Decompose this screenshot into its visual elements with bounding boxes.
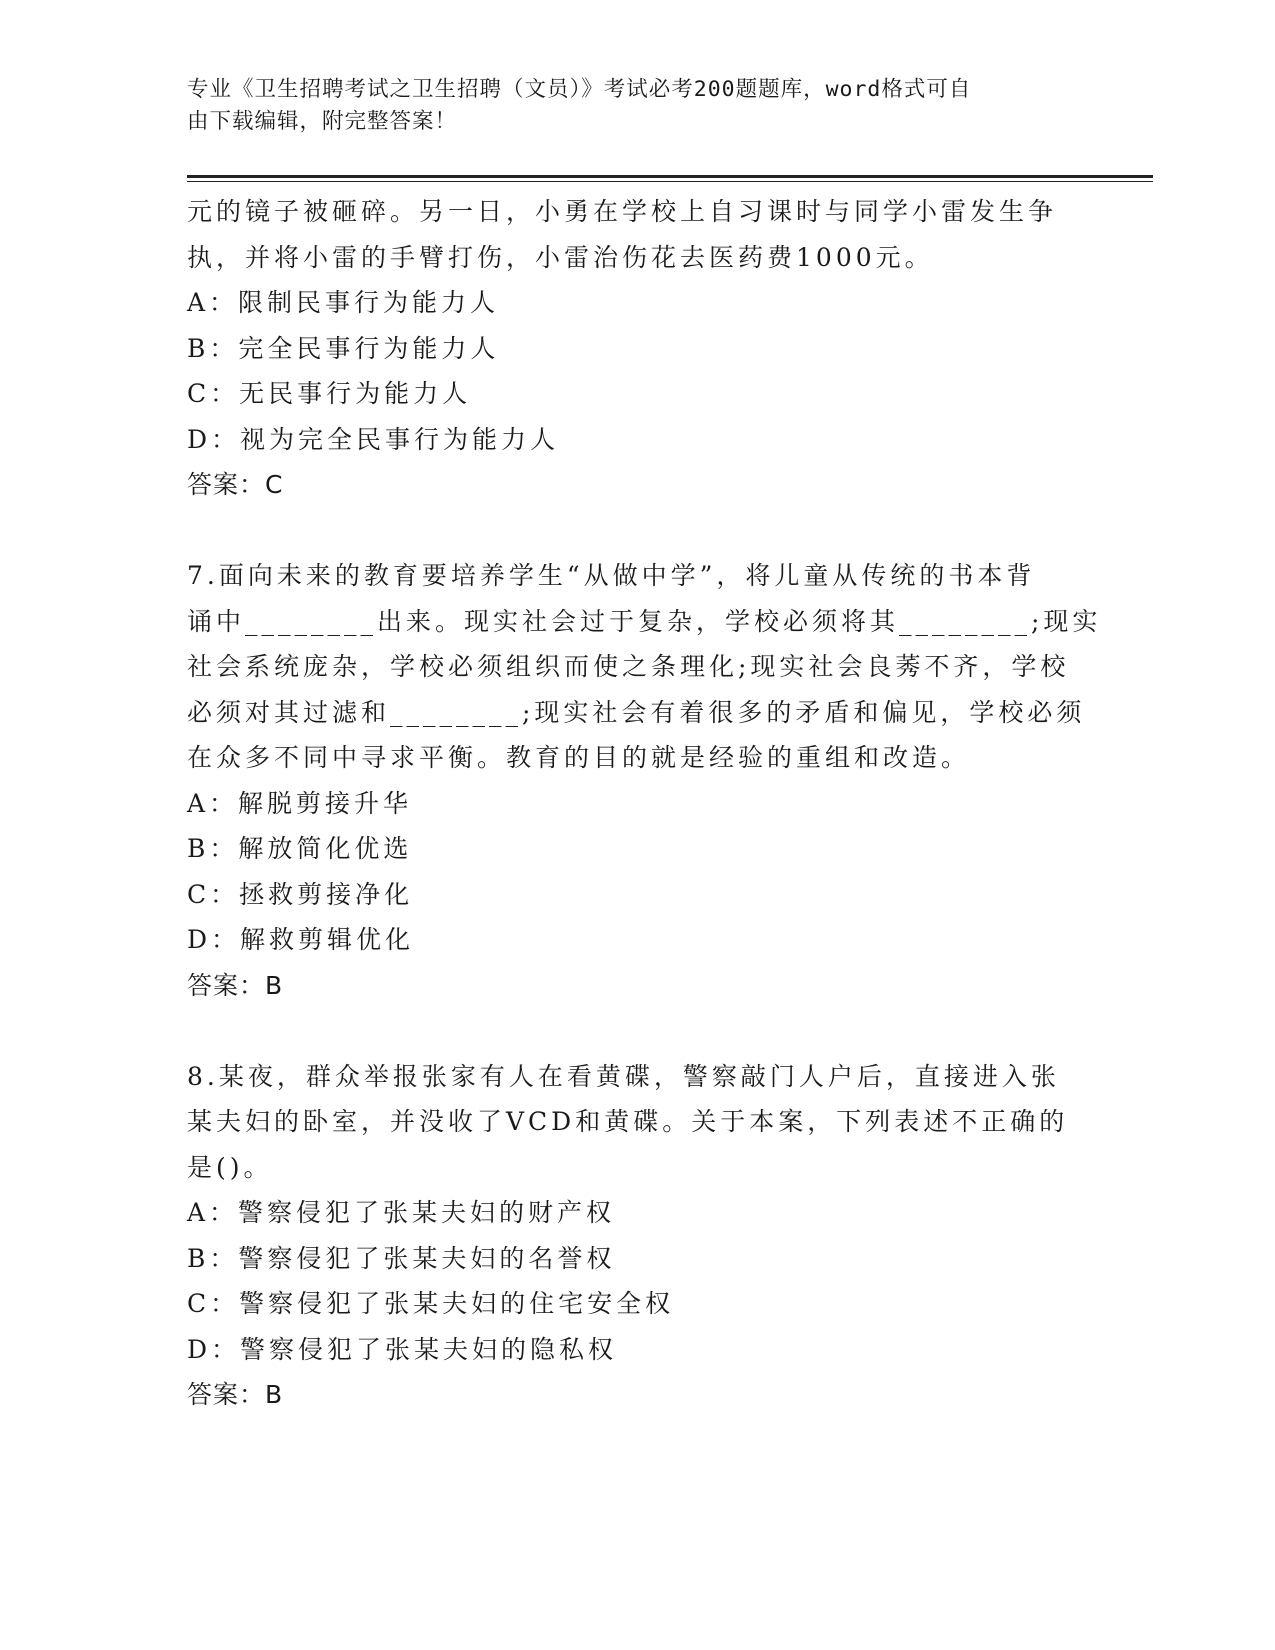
question-6 <box>187 189 1087 508</box>
option-d: D：视为完全民事行为能力人 <box>187 424 560 454</box>
question-stem-line: 7.面向未来的教育要培养学生“从做中学”，将儿童从传统的书本背 <box>187 561 1036 590</box>
question-8 <box>187 1054 1087 1418</box>
option-d: D：警察侵犯了张某夫妇的隐私权 <box>187 1334 618 1364</box>
question-stem-line: 社会系统庞杂，学校必须组织而使之条理化;现实社会良莠不齐，学校 <box>187 652 1070 681</box>
header-line-2: 由下载编辑，附完整答案！ <box>187 109 458 134</box>
question-stem-line: 必须对其过滤和________;现实社会有着很多的矛盾和偏见，学校必须 <box>187 697 1086 727</box>
option-d: D：解救剪辑优化 <box>187 925 415 954</box>
question-stem-line: 诵中________出来。现实社会过于复杂，学校必须将其________;现实 <box>187 606 1102 636</box>
answer-line: 答案：C <box>187 470 284 499</box>
document-body <box>187 189 1102 1418</box>
question-stem-line: 某夫妇的卧室，并没收了VCD和黄碟。关于本案，下列表述不正确的 <box>187 1107 1069 1136</box>
option-a: A：限制民事行为能力人 <box>187 288 500 317</box>
spacer <box>187 1008 1087 1054</box>
option-a: A：解脱剪接升华 <box>187 788 413 818</box>
question-stem-line: 在众多不同中寻求平衡。教育的目的就是经验的重组和改造。 <box>187 743 971 772</box>
document-header <box>187 74 1067 138</box>
question-stem-line: 元的镜子被砸碎。另一日，小勇在学校上自习课时与同学小雷发生争 <box>187 197 1058 226</box>
question-7 <box>187 553 1102 1008</box>
answer-line: 答案：B <box>187 1380 284 1409</box>
header-rule-thick <box>187 175 1153 178</box>
header-rule-thin <box>187 181 1153 182</box>
option-b: B：完全民事行为能力人 <box>187 333 500 363</box>
question-stem-line: 8.某夜，群众举报张家有人在看黄碟，警察敲门人户后，直接进入张 <box>187 1061 1060 1091</box>
spacer <box>187 508 1087 554</box>
option-b: B：警察侵犯了张某夫妇的名誉权 <box>187 1243 616 1273</box>
option-c: C：拯救剪接净化 <box>187 879 414 909</box>
option-b: B：解放简化优选 <box>187 834 413 863</box>
option-c: C：警察侵犯了张某夫妇的住宅安全权 <box>187 1289 675 1318</box>
option-a: A：警察侵犯了张某夫妇的财产权 <box>187 1198 616 1227</box>
header-line-1: 专业《卫生招聘考试之卫生招聘（文员）》考试必考200题题库，word格式可自 <box>187 77 972 102</box>
option-c: C：无民事行为能力人 <box>187 379 472 408</box>
answer-line: 答案：B <box>187 970 284 1000</box>
question-stem-line: 执，并将小雷的手臂打伤，小雷治伤花去医药费1000元。 <box>187 242 934 272</box>
question-stem-line: 是()。 <box>187 1152 273 1182</box>
